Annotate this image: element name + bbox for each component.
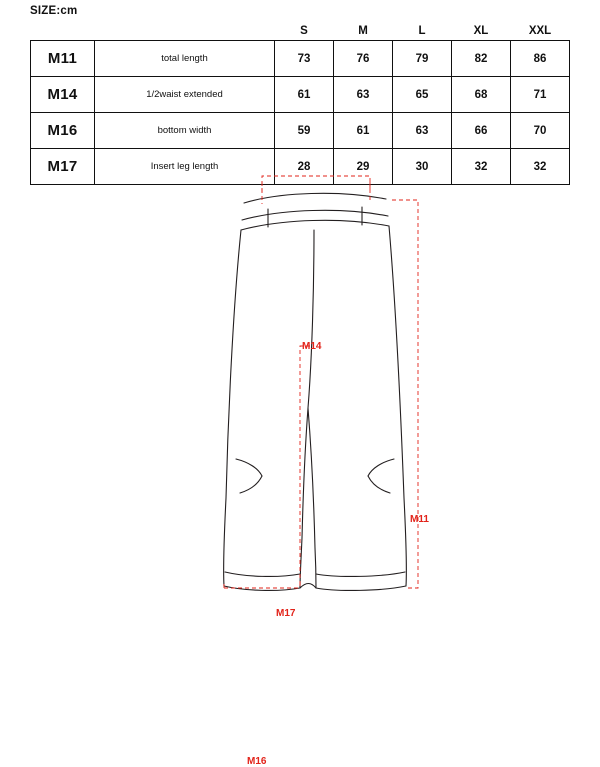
cell-value: 63 (334, 77, 393, 113)
measure-waist-m14 (262, 176, 370, 192)
cell-value: 29 (334, 149, 393, 185)
cell-value: 63 (393, 113, 452, 149)
table-row (31, 113, 570, 149)
unit-label: SIZE:cm (30, 5, 78, 17)
label-m16: M16 (247, 756, 267, 767)
cell-value: 28 (275, 149, 334, 185)
cell-value: 59 (275, 113, 334, 149)
row-desc: Insert leg length (95, 149, 275, 185)
table-row (31, 77, 570, 113)
table-row (31, 41, 570, 77)
label-m17: M17 (276, 608, 296, 619)
table-header-row (31, 22, 570, 41)
cell-value: 70 (511, 113, 570, 149)
row-code: M17 (31, 149, 95, 185)
pants-diagram (0, 168, 600, 767)
cell-value: 82 (452, 41, 511, 77)
pants-outline (224, 193, 407, 590)
header-blank-desc (95, 22, 275, 41)
cell-value: 71 (511, 77, 570, 113)
cell-value: 32 (511, 149, 570, 185)
row-desc: 1/2waist extended (95, 77, 275, 113)
label-m14: M14 (302, 341, 322, 352)
row-code: M16 (31, 113, 95, 149)
header-blank-code (31, 22, 95, 41)
cell-value: 30 (393, 149, 452, 185)
cell-value: 61 (275, 77, 334, 113)
pants-illustration-svg (0, 168, 600, 600)
cell-value: 76 (334, 41, 393, 77)
cell-value: 61 (334, 113, 393, 149)
header-size-m: M (358, 25, 368, 37)
header-size-xl: XL (473, 25, 489, 37)
row-code: M14 (31, 77, 95, 113)
header-size-xxl: XXL (528, 25, 552, 37)
cell-value: 65 (393, 77, 452, 113)
cell-value: 66 (452, 113, 511, 149)
header-size-l: L (418, 25, 426, 37)
row-desc: total length (95, 41, 275, 77)
cell-value: 86 (511, 41, 570, 77)
label-m11: M11 (410, 514, 429, 525)
cell-value: 68 (452, 77, 511, 113)
header-size-s: S (300, 25, 308, 37)
cell-value: 79 (393, 41, 452, 77)
measurement-lines (224, 176, 418, 588)
row-code: M11 (31, 41, 95, 77)
size-table (30, 22, 570, 185)
measure-bottom-width-m16 (224, 582, 300, 588)
cell-value: 73 (275, 41, 334, 77)
row-desc: bottom width (95, 113, 275, 149)
cell-value: 32 (452, 149, 511, 185)
